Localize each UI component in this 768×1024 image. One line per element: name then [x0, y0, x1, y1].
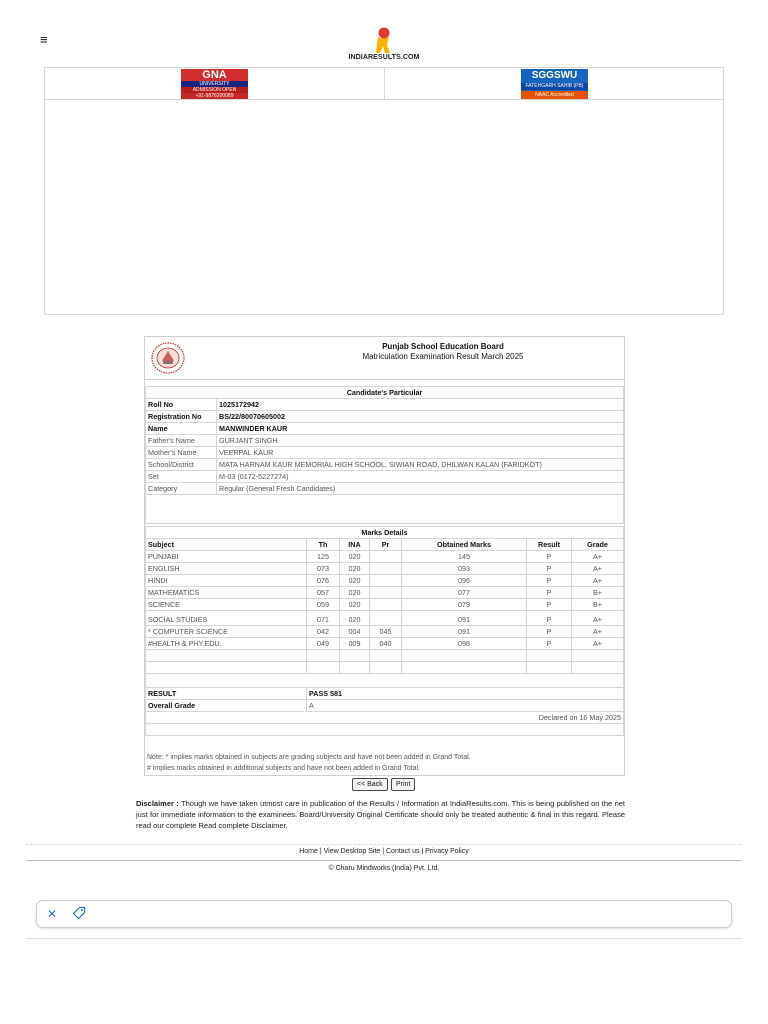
school-value: MATA HARNAM KAUR MEMORIAL HIGH SCHOOL, SIWIAN ROAD, DHILWAN KALAN (FARIDKOT) [217, 459, 624, 471]
note-grading: Note: * implies marks obtained in subjects are grading subjects and have not been added in Grand Total. [147, 754, 471, 761]
col-obtained: Obtained Marks [402, 539, 527, 551]
marks-cell: P [527, 611, 572, 626]
set-label: Set [146, 471, 217, 483]
set-value: M-03 (0172-5227274) [217, 471, 624, 483]
marks-cell: A+ [572, 638, 624, 650]
marks-cell: 020 [340, 599, 370, 611]
school-label: School/District [146, 459, 217, 471]
copyright: © Charu Mindworks (India) Pvt. Ltd. [328, 865, 440, 872]
menu-icon[interactable]: ≡ [40, 32, 48, 47]
registration-value: BS/22/80070605002 [217, 411, 624, 423]
ad-sgg-line3: NAAC Accredited [521, 91, 588, 99]
marks-cell: ENGLISH [146, 563, 307, 575]
category-value: Regular (General Fresh Candidates) [217, 483, 624, 495]
candidate-table [145, 386, 624, 524]
category-label: Category [146, 483, 217, 495]
marks-section-title: Marks Details [146, 527, 624, 539]
overall-grade-label: Overall Grade [146, 700, 307, 712]
marks-cell [370, 611, 402, 626]
ad-sgg-line2: FATEHGARH SAHIB (PB) [521, 83, 588, 90]
marks-cell: * COMPUTER SCIENCE [146, 626, 307, 638]
marks-cell: 020 [340, 575, 370, 587]
overall-grade-value: A [307, 700, 624, 712]
marks-cell: 004 [340, 626, 370, 638]
roll-label: Roll No [146, 399, 217, 411]
marks-cell: 071 [307, 611, 340, 626]
marks-cell: 057 [307, 587, 340, 599]
marks-cell: 145 [402, 551, 527, 563]
ad-gna-title: GNA [181, 69, 248, 81]
marks-cell: 009 [340, 638, 370, 650]
spacer-row [146, 495, 624, 524]
disclaimer [136, 798, 625, 831]
marks-cell: 079 [402, 599, 527, 611]
disclaimer-text: Though we have taken utmost care in publication of the Results / Information at IndiaResults.com. This is being published on the net just for immediate information to the examinees. Board/University Original Certificate should only be treated authentic & final in this regard. Please read our complete Read complete Disclaimer. [136, 799, 625, 830]
ad-gna-line2: UNIVERSITY [181, 81, 248, 87]
name-label: Name [146, 423, 217, 435]
marks-table [145, 526, 624, 736]
marks-cell: 091 [402, 626, 527, 638]
marks-cell [370, 599, 402, 611]
marks-cell: 049 [307, 638, 340, 650]
marks-cell: 040 [370, 638, 402, 650]
col-grade: Grade [572, 539, 624, 551]
declared-date: Declared on 16 May 2025 [146, 712, 624, 724]
marks-cell: PUNJABI [146, 551, 307, 563]
page-divider [26, 938, 742, 939]
ad-gna-line3: ADMISSION OPEN [192, 87, 237, 93]
close-icon[interactable]: ✕ [47, 907, 58, 921]
marks-cell: 020 [340, 563, 370, 575]
marks-cell: B+ [572, 587, 624, 599]
marks-cell: P [527, 638, 572, 650]
ad-divider [384, 67, 385, 100]
footer-divider [26, 844, 742, 845]
marks-cell: P [527, 587, 572, 599]
site-logo[interactable] [340, 27, 428, 65]
marks-cell: 125 [307, 551, 340, 563]
marks-cell: P [527, 599, 572, 611]
marks-cell: 098 [402, 638, 527, 650]
marks-cell [370, 551, 402, 563]
marks-cell: 077 [402, 587, 527, 599]
note-additional: # implies marks obtained in additional subjects and have not been added in Grand Total. [147, 765, 421, 772]
registration-label: Registration No [146, 411, 217, 423]
marks-cell: 020 [340, 587, 370, 599]
empty-row [146, 650, 624, 662]
col-th: Th [307, 539, 340, 551]
mother-label: Mother's Name [146, 447, 217, 459]
marks-cell: 042 [307, 626, 340, 638]
marks-cell: 020 [340, 551, 370, 563]
back-button[interactable]: << Back [352, 778, 388, 791]
marks-cell: 045 [370, 626, 402, 638]
col-pr: Pr [370, 539, 402, 551]
ad-container [44, 67, 724, 315]
marks-cell: A+ [572, 626, 624, 638]
empty-row [146, 662, 624, 674]
roll-value: 1025172942 [217, 399, 624, 411]
ad-banner-sggswu[interactable] [521, 69, 588, 99]
logo-figure-icon [374, 27, 394, 53]
father-label: Father's Name [146, 435, 217, 447]
marks-cell [370, 563, 402, 575]
marks-cell: 091 [402, 611, 527, 626]
empty-row [146, 724, 624, 736]
marks-cell [370, 575, 402, 587]
marks-cell: SOCIAL STUDIES [146, 611, 307, 626]
marks-cell: MATHEMATICS [146, 587, 307, 599]
marks-cell: P [527, 575, 572, 587]
marks-cell: A+ [572, 551, 624, 563]
col-ina: INA [340, 539, 370, 551]
print-button[interactable]: Print [391, 778, 415, 791]
candidate-section-title: Candidate's Particular [146, 387, 624, 399]
logo-text: INDIARESULTS.COM [348, 54, 420, 61]
ad-divider-horizontal [44, 99, 724, 100]
marks-cell: P [527, 626, 572, 638]
ad-sgg-title: SGGSWU [531, 70, 578, 81]
marks-cell: #HEALTH & PHY.EDU. [146, 638, 307, 650]
marks-cell: A+ [572, 575, 624, 587]
father-value: GURJANT SINGH [217, 435, 624, 447]
marks-cell: A+ [572, 611, 624, 626]
marks-cell: 093 [402, 563, 527, 575]
marks-cell: 076 [307, 575, 340, 587]
marks-cell: P [527, 551, 572, 563]
mother-value: VEERPAL KAUR [217, 447, 624, 459]
marks-cell [370, 587, 402, 599]
bottom-bar [36, 900, 732, 928]
tag-icon[interactable] [72, 906, 86, 920]
marks-cell: 020 [340, 611, 370, 626]
footer-links[interactable]: Home | View Desktop Site | Contact us | Privacy Policy [299, 848, 469, 855]
marks-cell: 059 [307, 599, 340, 611]
marks-cell: 096 [402, 575, 527, 587]
col-result: Result [527, 539, 572, 551]
disclaimer-label: Disclaimer : [136, 799, 179, 808]
marks-cell: HINDI [146, 575, 307, 587]
empty-row [146, 674, 624, 688]
board-name: Punjab School Education Board [382, 342, 504, 351]
ad-gna-line4: +91-9876200089 [181, 93, 248, 99]
exam-title: Matriculation Examination Result March 2025 [362, 352, 524, 361]
result-label: RESULT [146, 688, 307, 700]
marks-cell: P [527, 563, 572, 575]
marks-cell: SCIENCE [146, 599, 307, 611]
marks-cell: B+ [572, 599, 624, 611]
footer-divider [26, 860, 742, 861]
name-value: MANWINDER KAUR [217, 423, 624, 435]
ad-banner-gna[interactable] [181, 69, 248, 99]
result-value: PASS 581 [307, 688, 624, 700]
marks-cell: A+ [572, 563, 624, 575]
board-seal-icon [150, 342, 186, 374]
marks-cell: 073 [307, 563, 340, 575]
col-subject: Subject [146, 539, 307, 551]
